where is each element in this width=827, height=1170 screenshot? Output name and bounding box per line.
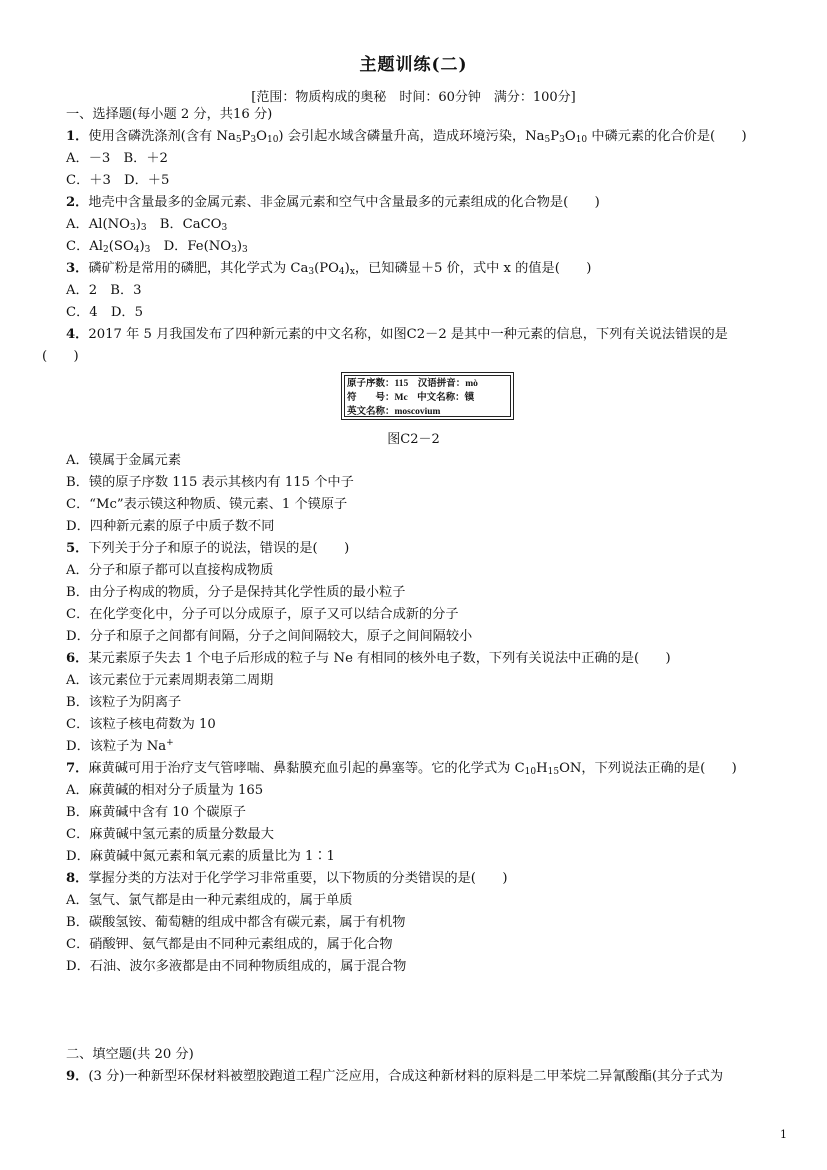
question-8-option-a: A．氢气、氯气都是由一种元素组成的，属于单质: [66, 893, 353, 908]
question-5: 5．下列关于分子和原子的说法，错误的是( ): [66, 541, 350, 556]
question-4-option-c: C．“Mc”表示镆这种物质、镆元素、1 个镆原子: [66, 497, 348, 512]
question-7-option-a: A．麻黄碱的相对分子质量为 165: [66, 783, 264, 798]
question-8-option-c: C．硝酸钾、氨气都是由不同种元素组成的，属于化合物: [66, 937, 393, 952]
question-3-options-ab: A．2 B．3: [66, 283, 142, 298]
question-4-option-b: B．镆的原子序数 115 表示其核内有 115 个中子: [66, 475, 354, 490]
question-9: 9．(3 分)一种新型环保材料被塑胶跑道工程广泛应用，合成这种新材料的原料是二甲苯烷二异氰酸酯(其分子式为: [66, 1069, 724, 1084]
question-6-option-b: B．该粒子为阴离子: [66, 695, 182, 710]
section-heading-fill: 二、填空题(共 20 分): [66, 1047, 194, 1062]
question-7: 7．麻黄碱可用于治疗支气管哮喘、鼻黏膜充血引起的鼻塞等。它的化学式为 $C_{10}H_{15}ON$，下列说法正确的是( ): [66, 761, 737, 777]
question-4-option-a: A．镆属于金属元素: [66, 453, 182, 468]
question-3: 3．磷矿粉是常用的磷肥，其化学式为 $Ca_3(PO_4)_x$，已知磷显＋5 价，式中 x 的值是( ): [66, 261, 592, 277]
page-number: 1: [780, 1128, 787, 1141]
question-1-options-cd: C．＋3 D．＋5: [66, 173, 170, 188]
question-3-options-cd: C．4 D．5: [66, 305, 144, 320]
exam-meta: [范围：物质构成的奥秘 时间：60分钟 满分：100分]: [251, 90, 576, 105]
question-7-option-d: D．麻黄碱中氮元素和氧元素的质量比为 1∶1: [66, 849, 335, 864]
page-title: 主题训练(二): [359, 55, 468, 75]
question-4-answer-paren: ( ): [42, 349, 79, 364]
question-5-option-b: B．由分子构成的物质，分子是保持其化学性质的最小粒子: [66, 585, 406, 600]
question-7-option-c: C．麻黄碱中氢元素的质量分数最大: [66, 827, 274, 842]
question-4-option-d: D．四种新元素的原子中质子数不同: [66, 519, 275, 534]
element-info-line-1: 原子序数：115 汉语拼音：mò: [347, 379, 478, 389]
question-6-option-a: A．该元素位于元素周期表第二周期: [66, 673, 274, 688]
element-info-box: [341, 372, 514, 420]
question-8: 8．掌握分类的方法对于化学学习非常重要，以下物质的分类错误的是( ): [66, 871, 508, 886]
question-1: 1．使用含磷洗涤剂(含有 $Na_5P_3O_{10}$) 会引起水域含磷量升高，造成环境污染，$Na_5P_3O_{10}$ 中磷元素的化合价是( ): [66, 129, 747, 145]
element-info-line-2: 符 号：Mc 中文名称：镆: [347, 393, 475, 403]
question-1-options-ab: A．－3 B．＋2: [66, 151, 168, 166]
question-4: 4．2017 年 5 月我国发布了四种新元素的中文名称，如图C2－2 是其中一种元素的信息，下列有关说法错误的是: [66, 327, 728, 342]
element-info-line-3: 英文名称：moscovium: [347, 407, 441, 417]
question-7-option-b: B．麻黄碱中含有 10 个碳原子: [66, 805, 246, 820]
question-5-option-a: A．分子和原子都可以直接构成物质: [66, 563, 274, 578]
question-6-option-c: C．该粒子核电荷数为 10: [66, 717, 216, 732]
section-heading-choice: 一、选择题(每小题 2 分，共16 分): [66, 107, 273, 122]
question-5-option-c: C．在化学变化中，分子可以分成原子，原子又可以结合成新的分子: [66, 607, 459, 622]
question-2-options-ab: A．$Al(NO_3)_3$ B．CaCO$_3$: [66, 217, 228, 233]
question-8-option-d: D．石油、波尔多液都是由不同种物质组成的，属于混合物: [66, 959, 407, 974]
question-6: 6．某元素原子失去 1 个电子后形成的粒子与 Ne 有相同的核外电子数，下列有关说法中正确的是( ): [66, 651, 671, 666]
question-6-option-d: D．该粒子为 Na+: [66, 738, 174, 754]
question-8-option-b: B．碳酸氢铵、葡萄糖的组成中都含有碳元素，属于有机物: [66, 915, 406, 930]
question-2: 2．地壳中含量最多的金属元素、非金属元素和空气中含量最多的元素组成的化合物是( ): [66, 195, 600, 210]
question-2-options-cd: C．$Al_2(SO_4)_3$ D．$Fe(NO_3)_3$: [66, 239, 248, 255]
question-5-option-d: D．分子和原子之间都有间隔，分子之间间隔较大，原子之间间隔较小: [66, 629, 473, 644]
figure-caption: 图C2－2: [387, 432, 440, 447]
